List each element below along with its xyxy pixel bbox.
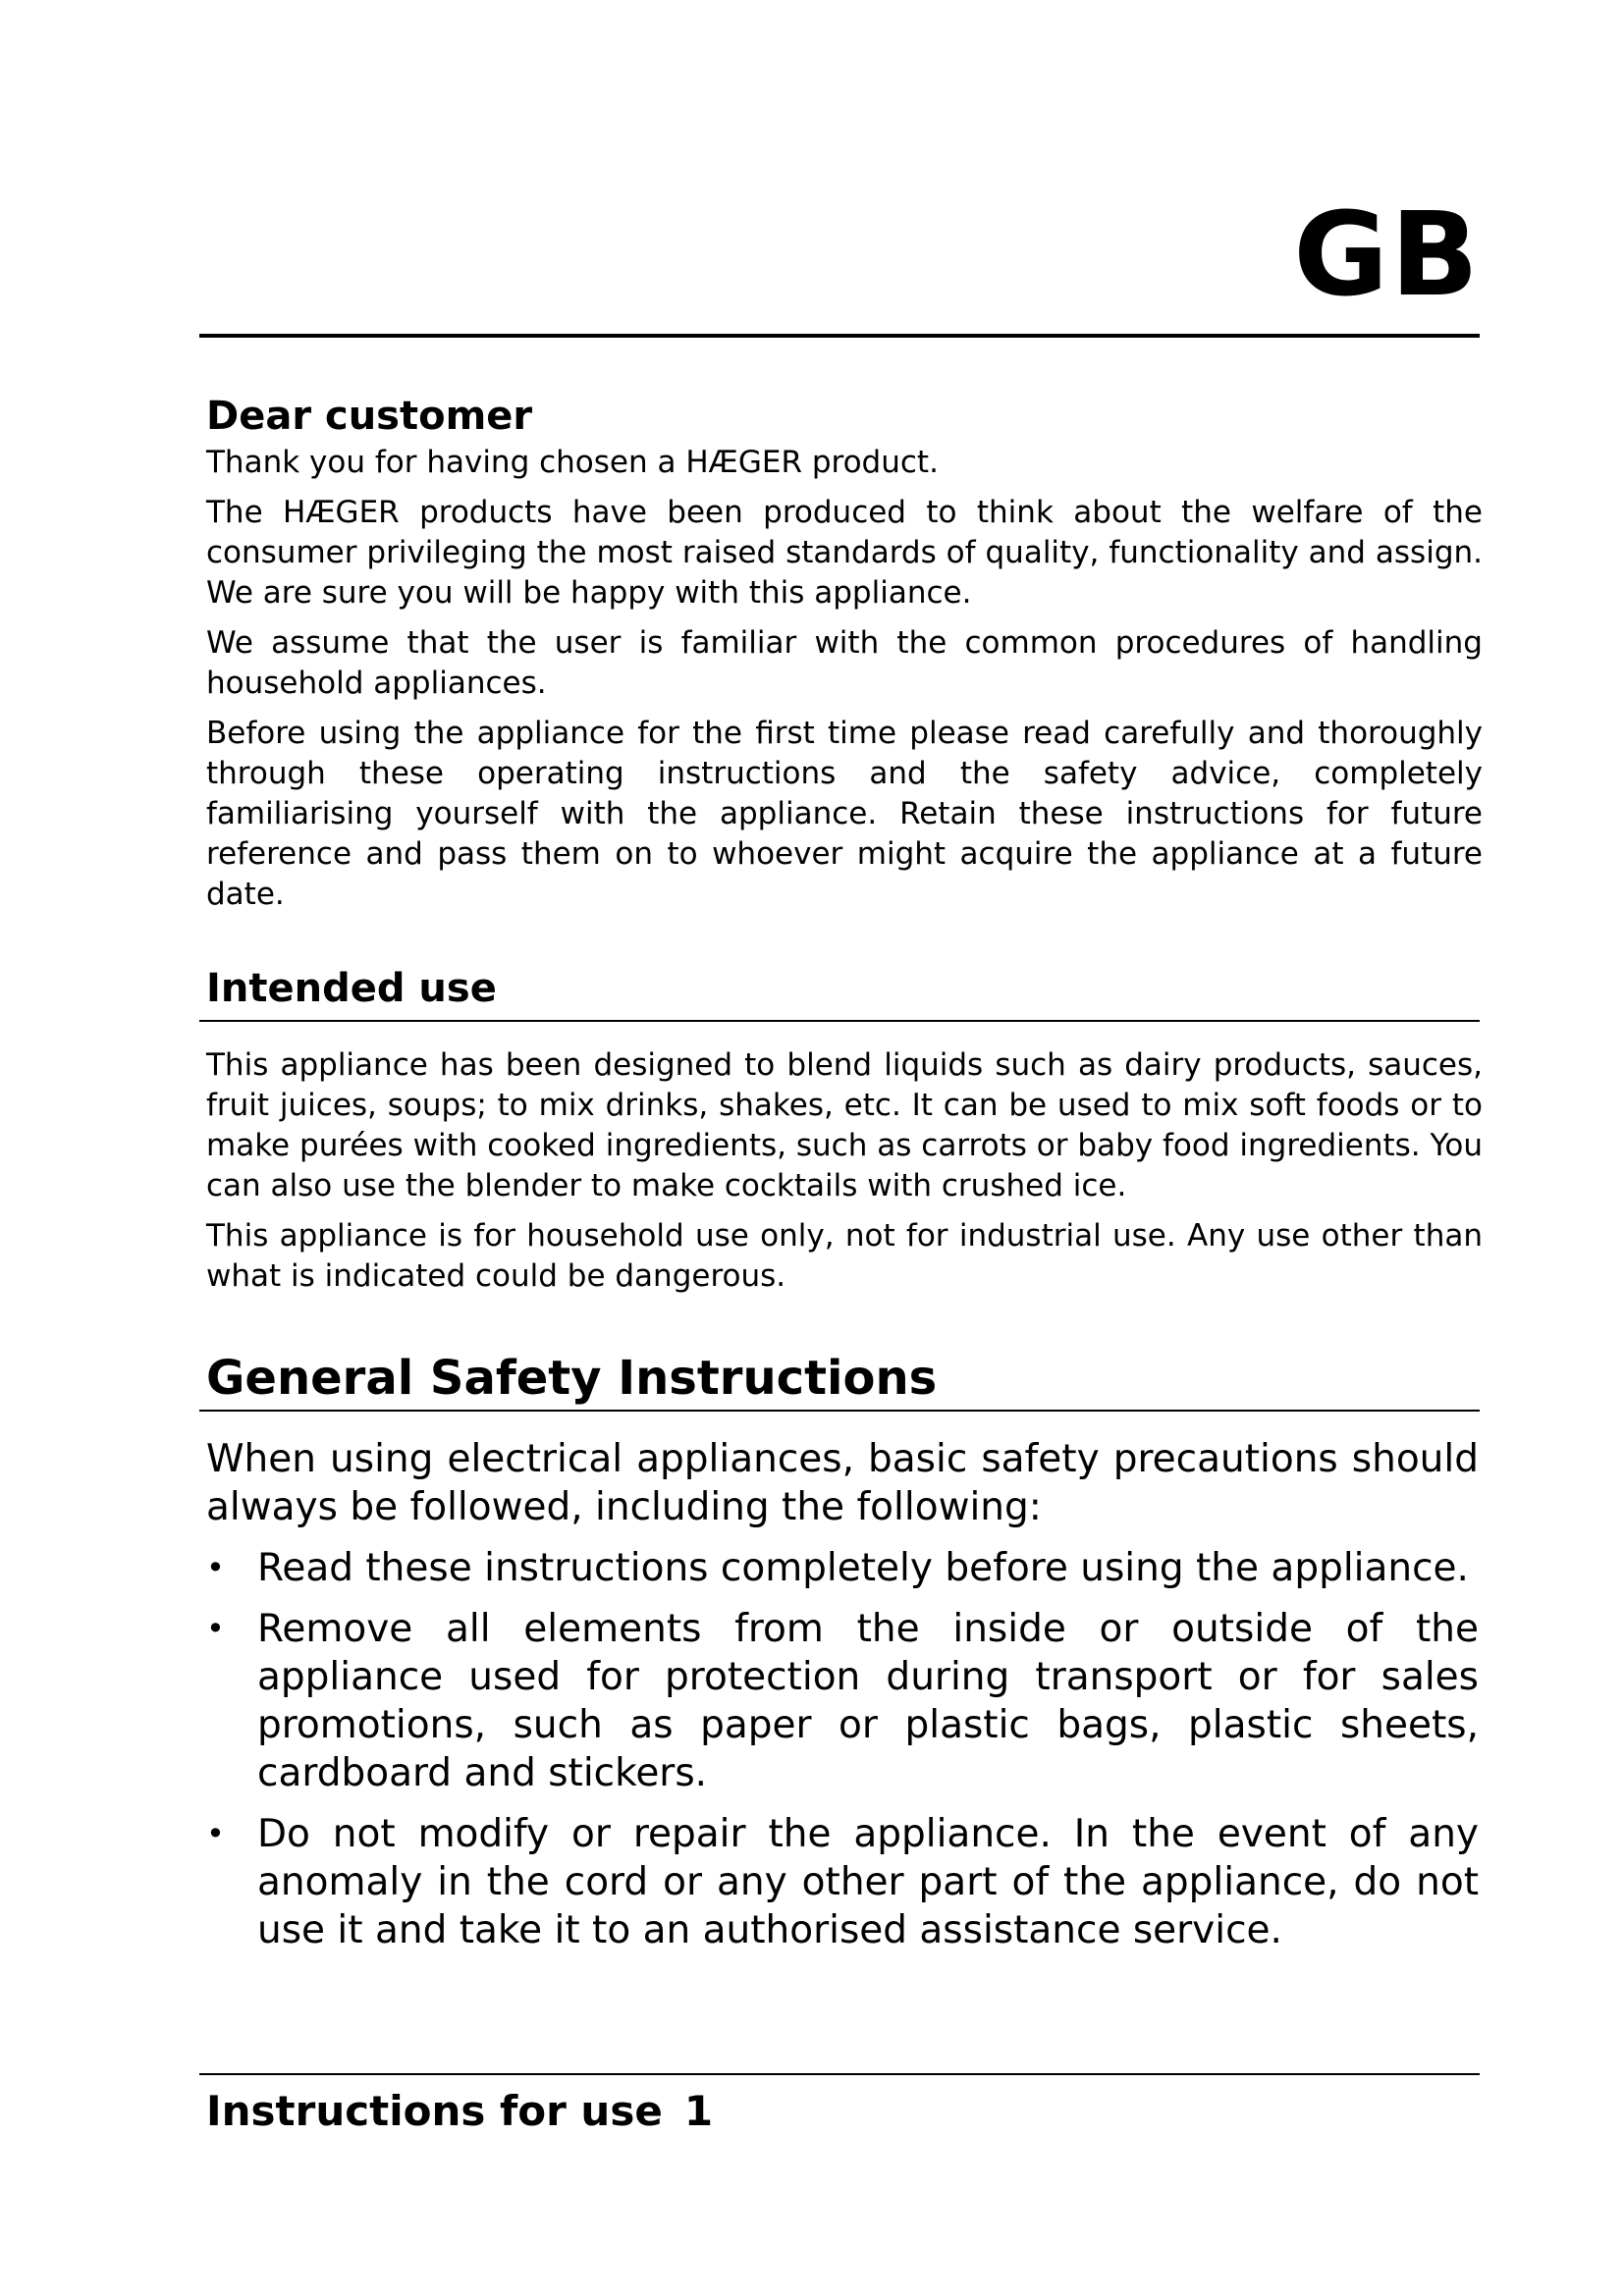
- safety-title: General Safety Instructions: [206, 1351, 938, 1406]
- safety-rule: [199, 1410, 1480, 1412]
- intended-use-body: [206, 1045, 1483, 1307]
- intended-use-title: Intended use: [206, 966, 497, 1011]
- header-rule: [199, 334, 1480, 338]
- intended-use-rule: [199, 1020, 1480, 1022]
- paragraph: We assume that the user is familiar with the common procedures of handling household appliances.: [206, 625, 1483, 701]
- page-number: 1: [683, 2087, 714, 2135]
- list-item: • Read these instructions completely before using the appliance.: [206, 1544, 1479, 1592]
- safety-body: [206, 1435, 1479, 1967]
- list-item: • Do not modify or repair the appliance. In the event of any anomaly in the cord or any other part of the appliance, do not use it and take it to an authorised assistance service.: [206, 1810, 1479, 1954]
- paragraph: This appliance has been designed to blend liquids such as dairy products, sauces, fruit juices, soups; to mix drinks, shakes, etc. It can be used to mix soft foods or to make purées with cooked ingredients, such as carrots or baby food ingredients. You can also use the blender to make cocktails with crushed ice.: [206, 1047, 1483, 1203]
- dear-customer-title: Dear customer: [206, 394, 533, 439]
- safety-list: [206, 1544, 1479, 1954]
- footer: [206, 2087, 713, 2135]
- dear-customer-body: [206, 443, 1483, 925]
- paragraph: This appliance is for household use only, not for industrial use. Any use other than what is indicated could be dangerous.: [206, 1218, 1483, 1294]
- safety-intro: When using electrical appliances, basic safety precautions should always be followed, including the following:: [206, 1437, 1479, 1529]
- paragraph: The HÆGER products have been produced to think about the welfare of the consumer privileging the most raised standards of quality, functionality and assign. We are sure you will be happy with this appliance.: [206, 495, 1483, 611]
- language-code: GB: [1293, 187, 1481, 322]
- list-item: • Remove all elements from the inside or outside of the appliance used for protection during transport or for sales promotions, such as paper or plastic bags, plastic sheets, cardboard and stickers.: [206, 1605, 1479, 1797]
- paragraph: Before using the appliance for the first time please read carefully and thoroughly through these operating instructions and the safety advice, completely familiarising yourself with the appliance. Retain these instructions for future reference and pass them on to whoever might acquire the appliance at a future date.: [206, 716, 1483, 912]
- footer-label: Instructions for use: [206, 2087, 663, 2135]
- paragraph: Thank you for having chosen a HÆGER product.: [206, 445, 939, 480]
- footer-rule: [199, 2073, 1480, 2075]
